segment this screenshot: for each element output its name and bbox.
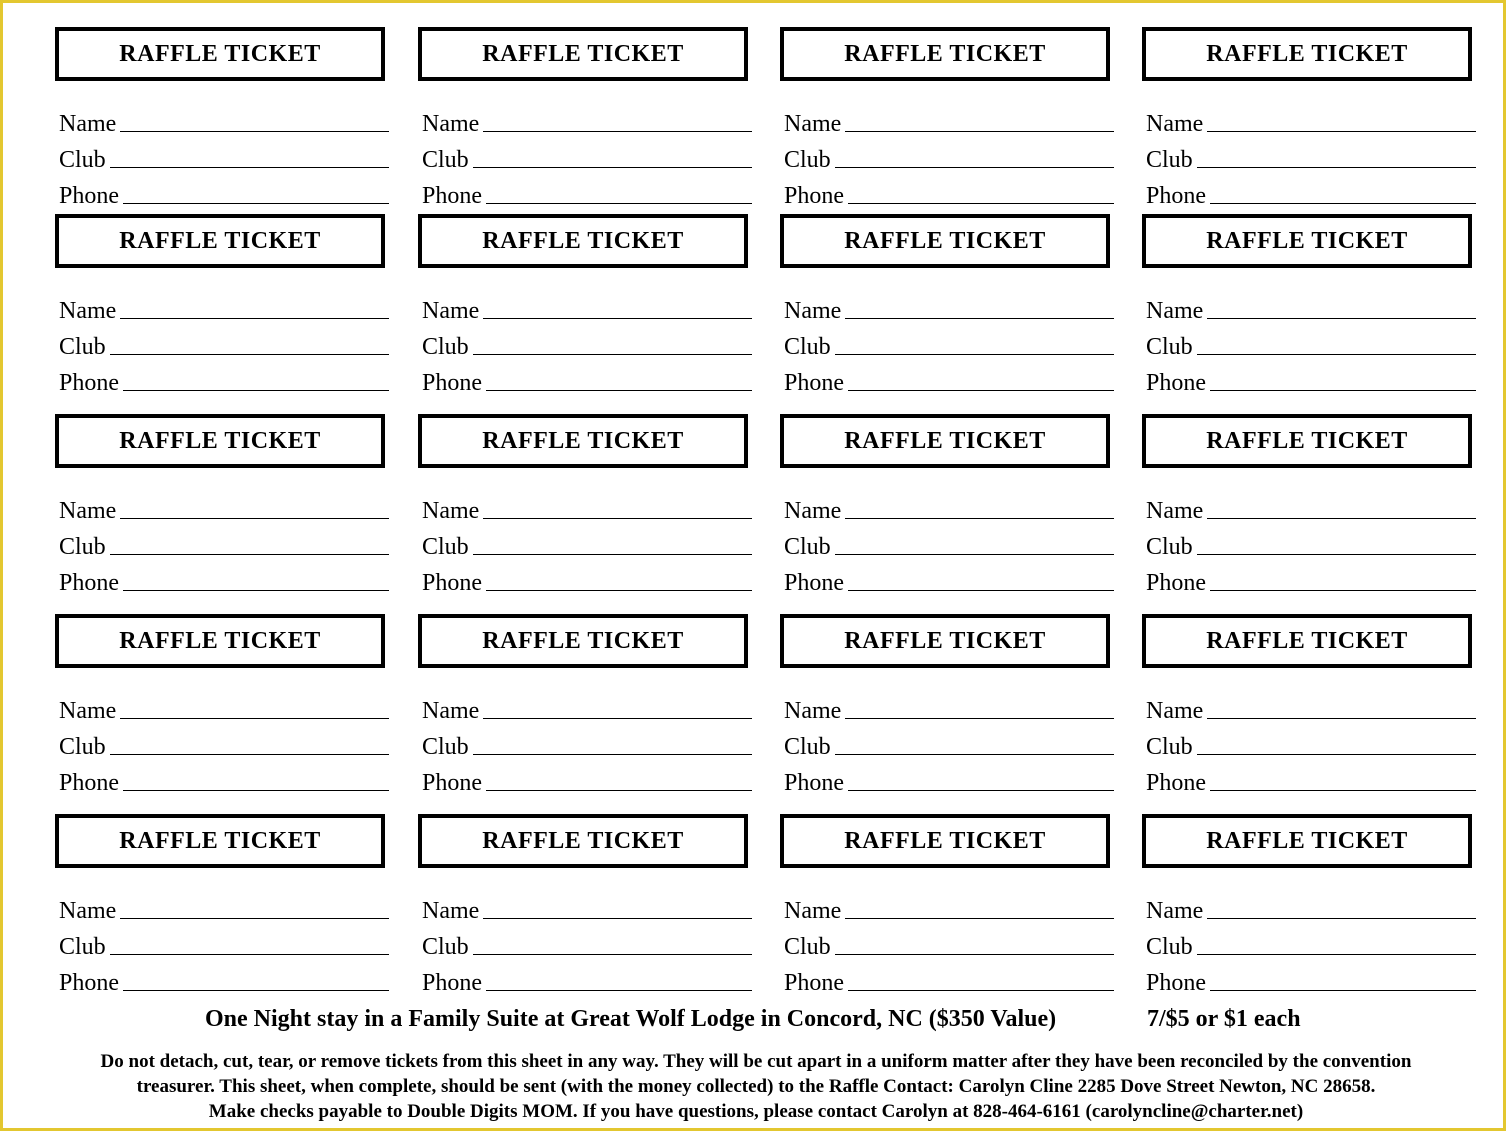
raffle-ticket bbox=[55, 614, 395, 794]
phone-field[interactable] bbox=[59, 568, 389, 596]
club-label: Club bbox=[422, 534, 469, 560]
name-blank-line[interactable] bbox=[483, 918, 752, 919]
phone-field[interactable] bbox=[59, 181, 389, 209]
club-label: Club bbox=[784, 934, 831, 960]
club-blank-line[interactable] bbox=[473, 354, 752, 355]
ticket-title: RAFFLE TICKET bbox=[1142, 214, 1472, 268]
phone-blank-line[interactable] bbox=[123, 590, 389, 591]
ticket-title: RAFFLE TICKET bbox=[780, 814, 1110, 868]
name-label: Name bbox=[422, 898, 480, 924]
name-blank-line[interactable] bbox=[845, 918, 1114, 919]
instructions-line-1: Do not detach, cut, tear, or remove tickets from this sheet in any way. They will be cut apart in a uniform matter after they have been reconciled by the convention bbox=[100, 1051, 1412, 1072]
name-label: Name bbox=[59, 111, 117, 137]
ticket-title: RAFFLE TICKET bbox=[1142, 414, 1472, 468]
phone-label: Phone bbox=[59, 570, 119, 596]
name-blank-line[interactable] bbox=[1207, 131, 1476, 132]
club-label: Club bbox=[59, 934, 106, 960]
name-field[interactable] bbox=[422, 896, 752, 924]
ticket-title: RAFFLE TICKET bbox=[1142, 614, 1472, 668]
club-blank-line[interactable] bbox=[110, 754, 389, 755]
club-label: Club bbox=[422, 334, 469, 360]
raffle-ticket bbox=[1142, 214, 1482, 394]
name-label: Name bbox=[1146, 898, 1204, 924]
club-blank-line[interactable] bbox=[1197, 554, 1476, 555]
club-field[interactable] bbox=[422, 732, 752, 760]
phone-blank-line[interactable] bbox=[848, 590, 1114, 591]
club-label: Club bbox=[1146, 334, 1193, 360]
ticket-title: RAFFLE TICKET bbox=[418, 214, 748, 268]
ticket-title: RAFFLE TICKET bbox=[418, 814, 748, 868]
ticket-title: RAFFLE TICKET bbox=[55, 214, 385, 268]
raffle-ticket bbox=[418, 414, 758, 594]
club-field[interactable] bbox=[1146, 532, 1476, 560]
ticket-title: RAFFLE TICKET bbox=[1142, 814, 1472, 868]
phone-field[interactable] bbox=[59, 968, 389, 996]
name-field[interactable] bbox=[59, 296, 389, 324]
name-blank-line[interactable] bbox=[1207, 318, 1476, 319]
name-field[interactable] bbox=[59, 496, 389, 524]
club-blank-line[interactable] bbox=[835, 167, 1114, 168]
phone-blank-line[interactable] bbox=[848, 990, 1114, 991]
phone-blank-line[interactable] bbox=[486, 203, 752, 204]
name-blank-line[interactable] bbox=[845, 718, 1114, 719]
club-blank-line[interactable] bbox=[1197, 167, 1476, 168]
name-field[interactable] bbox=[784, 109, 1114, 137]
phone-label: Phone bbox=[422, 370, 482, 396]
phone-field[interactable] bbox=[422, 968, 752, 996]
name-field[interactable] bbox=[422, 696, 752, 724]
instructions-line-2: treasurer. This sheet, when complete, should be sent (with the money collected) to the Raffle Contact: Carolyn Cline 2285 Dove Street Newton, NC 28658. bbox=[136, 1076, 1376, 1097]
club-field[interactable] bbox=[422, 932, 752, 960]
phone-label: Phone bbox=[59, 370, 119, 396]
club-blank-line[interactable] bbox=[835, 354, 1114, 355]
phone-label: Phone bbox=[422, 770, 482, 796]
ticket-title: RAFFLE TICKET bbox=[418, 27, 748, 81]
phone-blank-line[interactable] bbox=[848, 790, 1114, 791]
raffle-ticket bbox=[418, 27, 758, 207]
club-field[interactable] bbox=[59, 532, 389, 560]
phone-label: Phone bbox=[784, 183, 844, 209]
phone-blank-line[interactable] bbox=[123, 990, 389, 991]
phone-blank-line[interactable] bbox=[1210, 390, 1476, 391]
raffle-ticket bbox=[55, 414, 395, 594]
phone-blank-line[interactable] bbox=[1210, 203, 1476, 204]
name-label: Name bbox=[784, 898, 842, 924]
phone-blank-line[interactable] bbox=[848, 390, 1114, 391]
raffle-ticket bbox=[780, 614, 1120, 794]
name-label: Name bbox=[422, 498, 480, 524]
club-field[interactable] bbox=[1146, 332, 1476, 360]
club-blank-line[interactable] bbox=[473, 167, 752, 168]
club-blank-line[interactable] bbox=[110, 954, 389, 955]
phone-field[interactable] bbox=[1146, 968, 1476, 996]
ticket-title: RAFFLE TICKET bbox=[780, 27, 1110, 81]
phone-label: Phone bbox=[1146, 370, 1206, 396]
ticket-title: RAFFLE TICKET bbox=[1142, 27, 1472, 81]
name-blank-line[interactable] bbox=[845, 318, 1114, 319]
name-blank-line[interactable] bbox=[483, 131, 752, 132]
club-blank-line[interactable] bbox=[473, 554, 752, 555]
club-field[interactable] bbox=[784, 145, 1114, 173]
name-field[interactable] bbox=[59, 696, 389, 724]
club-label: Club bbox=[784, 334, 831, 360]
raffle-ticket bbox=[780, 214, 1120, 394]
club-label: Club bbox=[59, 147, 106, 173]
club-field[interactable] bbox=[784, 732, 1114, 760]
phone-label: Phone bbox=[1146, 770, 1206, 796]
name-field[interactable] bbox=[59, 896, 389, 924]
name-label: Name bbox=[59, 498, 117, 524]
phone-field[interactable] bbox=[784, 568, 1114, 596]
prize-description: One Night stay in a Family Suite at Great Wolf Lodge in Concord, NC ($350 Value) bbox=[205, 1006, 1057, 1032]
ticket-title: RAFFLE TICKET bbox=[55, 814, 385, 868]
phone-label: Phone bbox=[784, 770, 844, 796]
name-label: Name bbox=[59, 298, 117, 324]
raffle-ticket bbox=[418, 814, 758, 994]
ticket-price: 7/$5 or $1 each bbox=[1147, 1006, 1301, 1032]
club-field[interactable] bbox=[784, 932, 1114, 960]
club-blank-line[interactable] bbox=[473, 954, 752, 955]
phone-blank-line[interactable] bbox=[1210, 590, 1476, 591]
name-label: Name bbox=[59, 698, 117, 724]
name-field[interactable] bbox=[784, 296, 1114, 324]
club-field[interactable] bbox=[422, 532, 752, 560]
raffle-ticket bbox=[55, 27, 395, 207]
phone-blank-line[interactable] bbox=[123, 203, 389, 204]
phone-label: Phone bbox=[59, 183, 119, 209]
instructions bbox=[23, 1049, 1489, 1124]
name-blank-line[interactable] bbox=[1207, 718, 1476, 719]
phone-field[interactable] bbox=[1146, 768, 1476, 796]
phone-field[interactable] bbox=[784, 181, 1114, 209]
name-field[interactable] bbox=[784, 696, 1114, 724]
prize-line bbox=[3, 1006, 1506, 1038]
phone-blank-line[interactable] bbox=[123, 390, 389, 391]
name-field[interactable] bbox=[1146, 896, 1476, 924]
name-label: Name bbox=[59, 898, 117, 924]
club-label: Club bbox=[59, 534, 106, 560]
phone-label: Phone bbox=[1146, 570, 1206, 596]
club-field[interactable] bbox=[59, 332, 389, 360]
club-label: Club bbox=[422, 934, 469, 960]
club-field[interactable] bbox=[784, 332, 1114, 360]
club-blank-line[interactable] bbox=[110, 354, 389, 355]
name-label: Name bbox=[422, 298, 480, 324]
raffle-ticket bbox=[55, 214, 395, 394]
club-blank-line[interactable] bbox=[1197, 354, 1476, 355]
phone-label: Phone bbox=[422, 570, 482, 596]
phone-blank-line[interactable] bbox=[1210, 790, 1476, 791]
phone-label: Phone bbox=[784, 370, 844, 396]
phone-field[interactable] bbox=[1146, 368, 1476, 396]
name-blank-line[interactable] bbox=[483, 318, 752, 319]
club-blank-line[interactable] bbox=[1197, 954, 1476, 955]
phone-field[interactable] bbox=[1146, 568, 1476, 596]
ticket-title: RAFFLE TICKET bbox=[55, 27, 385, 81]
phone-field[interactable] bbox=[59, 368, 389, 396]
ticket-title: RAFFLE TICKET bbox=[418, 414, 748, 468]
club-field[interactable] bbox=[422, 332, 752, 360]
phone-field[interactable] bbox=[422, 768, 752, 796]
phone-label: Phone bbox=[784, 970, 844, 996]
club-label: Club bbox=[1146, 534, 1193, 560]
name-field[interactable] bbox=[422, 296, 752, 324]
name-field[interactable] bbox=[1146, 696, 1476, 724]
phone-blank-line[interactable] bbox=[486, 790, 752, 791]
name-label: Name bbox=[1146, 498, 1204, 524]
club-blank-line[interactable] bbox=[1197, 754, 1476, 755]
name-field[interactable] bbox=[784, 496, 1114, 524]
club-blank-line[interactable] bbox=[110, 554, 389, 555]
raffle-ticket bbox=[1142, 414, 1482, 594]
name-label: Name bbox=[1146, 698, 1204, 724]
club-field[interactable] bbox=[784, 532, 1114, 560]
phone-label: Phone bbox=[1146, 183, 1206, 209]
name-blank-line[interactable] bbox=[1207, 918, 1476, 919]
ticket-title: RAFFLE TICKET bbox=[55, 414, 385, 468]
club-label: Club bbox=[784, 534, 831, 560]
phone-label: Phone bbox=[59, 970, 119, 996]
name-field[interactable] bbox=[59, 109, 389, 137]
phone-field[interactable] bbox=[422, 568, 752, 596]
phone-blank-line[interactable] bbox=[123, 790, 389, 791]
raffle-ticket bbox=[1142, 814, 1482, 994]
club-field[interactable] bbox=[422, 145, 752, 173]
phone-blank-line[interactable] bbox=[1210, 990, 1476, 991]
phone-label: Phone bbox=[59, 770, 119, 796]
name-blank-line[interactable] bbox=[845, 518, 1114, 519]
ticket-title: RAFFLE TICKET bbox=[780, 614, 1110, 668]
raffle-ticket bbox=[55, 814, 395, 994]
raffle-ticket bbox=[1142, 614, 1482, 794]
raffle-ticket bbox=[1142, 27, 1482, 207]
club-label: Club bbox=[784, 734, 831, 760]
name-field[interactable] bbox=[422, 496, 752, 524]
ticket-title: RAFFLE TICKET bbox=[418, 614, 748, 668]
club-field[interactable] bbox=[59, 932, 389, 960]
club-field[interactable] bbox=[1146, 732, 1476, 760]
name-blank-line[interactable] bbox=[120, 918, 389, 919]
raffle-ticket bbox=[780, 27, 1120, 207]
name-label: Name bbox=[784, 498, 842, 524]
name-blank-line[interactable] bbox=[120, 718, 389, 719]
club-label: Club bbox=[422, 734, 469, 760]
name-field[interactable] bbox=[784, 896, 1114, 924]
name-blank-line[interactable] bbox=[845, 131, 1114, 132]
name-field[interactable] bbox=[1146, 109, 1476, 137]
name-label: Name bbox=[784, 298, 842, 324]
ticket-title: RAFFLE TICKET bbox=[780, 414, 1110, 468]
club-label: Club bbox=[59, 334, 106, 360]
club-label: Club bbox=[59, 734, 106, 760]
phone-field[interactable] bbox=[422, 181, 752, 209]
club-field[interactable] bbox=[1146, 145, 1476, 173]
raffle-ticket bbox=[780, 414, 1120, 594]
phone-field[interactable] bbox=[784, 768, 1114, 796]
name-blank-line[interactable] bbox=[120, 318, 389, 319]
phone-field[interactable] bbox=[422, 368, 752, 396]
phone-label: Phone bbox=[422, 970, 482, 996]
instructions-line-3: Make checks payable to Double Digits MOM. If you have questions, please contact Carolyn at 828-464-6161 (carolyncline@charter.net) bbox=[208, 1101, 1304, 1122]
name-label: Name bbox=[422, 111, 480, 137]
phone-blank-line[interactable] bbox=[486, 990, 752, 991]
club-field[interactable] bbox=[59, 732, 389, 760]
club-blank-line[interactable] bbox=[835, 754, 1114, 755]
club-blank-line[interactable] bbox=[835, 954, 1114, 955]
name-field[interactable] bbox=[1146, 296, 1476, 324]
name-field[interactable] bbox=[1146, 496, 1476, 524]
ticket-title: RAFFLE TICKET bbox=[780, 214, 1110, 268]
phone-field[interactable] bbox=[1146, 181, 1476, 209]
phone-field[interactable] bbox=[784, 968, 1114, 996]
name-blank-line[interactable] bbox=[120, 518, 389, 519]
name-label: Name bbox=[422, 698, 480, 724]
phone-field[interactable] bbox=[784, 368, 1114, 396]
name-blank-line[interactable] bbox=[483, 518, 752, 519]
club-label: Club bbox=[1146, 734, 1193, 760]
name-label: Name bbox=[784, 698, 842, 724]
club-label: Club bbox=[784, 147, 831, 173]
phone-blank-line[interactable] bbox=[486, 390, 752, 391]
club-label: Club bbox=[1146, 934, 1193, 960]
name-blank-line[interactable] bbox=[120, 131, 389, 132]
name-blank-line[interactable] bbox=[483, 718, 752, 719]
phone-field[interactable] bbox=[59, 768, 389, 796]
raffle-ticket bbox=[418, 214, 758, 394]
name-label: Name bbox=[1146, 298, 1204, 324]
club-blank-line[interactable] bbox=[110, 167, 389, 168]
club-label: Club bbox=[1146, 147, 1193, 173]
name-label: Name bbox=[784, 111, 842, 137]
ticket-grid bbox=[3, 3, 1503, 1128]
phone-blank-line[interactable] bbox=[848, 203, 1114, 204]
phone-blank-line[interactable] bbox=[486, 590, 752, 591]
name-label: Name bbox=[1146, 111, 1204, 137]
raffle-ticket bbox=[418, 614, 758, 794]
phone-label: Phone bbox=[784, 570, 844, 596]
club-blank-line[interactable] bbox=[473, 754, 752, 755]
club-label: Club bbox=[422, 147, 469, 173]
club-blank-line[interactable] bbox=[835, 554, 1114, 555]
phone-label: Phone bbox=[422, 183, 482, 209]
name-blank-line[interactable] bbox=[1207, 518, 1476, 519]
club-field[interactable] bbox=[1146, 932, 1476, 960]
raffle-ticket bbox=[780, 814, 1120, 994]
name-field[interactable] bbox=[422, 109, 752, 137]
phone-label: Phone bbox=[1146, 970, 1206, 996]
club-field[interactable] bbox=[59, 145, 389, 173]
ticket-title: RAFFLE TICKET bbox=[55, 614, 385, 668]
